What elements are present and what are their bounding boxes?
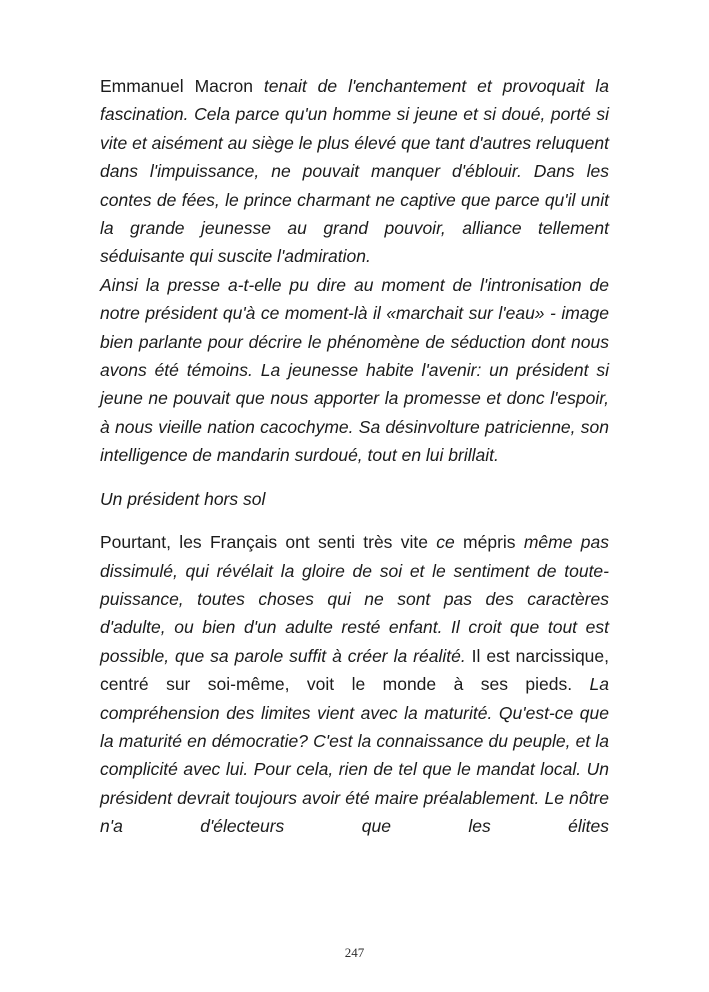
paragraph-1 — [100, 72, 609, 271]
text-segment-bold: mépris — [463, 532, 516, 553]
text-segment-bold-lead: Emmanuel Macron — [100, 76, 264, 96]
text-segment-regular: Pourtant, les Français ont senti très vite — [100, 532, 437, 553]
text-segment-italic: Ainsi la presse a-t-elle pu dire au moment de l'intronisation de notre président qu'à ce moment-là il «marchait sur l'eau» - image bien parlante pour décrire le phénomène de séduction dont nous avons été témoins. La jeunesse habite l'avenir: un président si jeune ne pouvait que nous apporter la promesse et donc l'espoir, à nous vieille nation cacochyme. Sa désinvolture patricienne, son intelligence de mandarin surdoué, tout en lui brillait. — [100, 274, 609, 466]
section-heading: Un président hors sol — [100, 488, 266, 509]
page-number: 247 — [344, 945, 365, 960]
text-segment-regular: Il est narcissique, centré sur soi-même, voit le monde à ses pieds. — [100, 645, 610, 695]
text-segment-italic: La compréhension des limites vient avec la maturité. Qu'est-ce que la maturité en démocratie? C'est la connaissance du peuple, et la complicité avec lui. Pour cela, rien de tel que le mandat local. Un président devrait toujours avoir été maire préalablement. Le nôtre n'a d'électeurs que les élites — [100, 674, 609, 837]
text-segment-italic: tenait de l'enchantement et provoquait la fascination. Cela parce qu'un homme si jeune et si doué, porté si vite et aisément au siège le plus élevé que tant d'autres reluquent dans l'impuissance, ne pouvait manquer d'éblouir. Dans les contes de fées, le prince charmant ne captive que parce qu'il unit la grande jeunesse au grand pouvoir, alliance tellement séduisante qui suscite l'admiration. — [100, 76, 609, 267]
text-content — [100, 72, 609, 841]
paragraph-2 — [100, 271, 609, 470]
paragraph-3 — [100, 528, 609, 840]
text-segment-italic: ce — [436, 532, 464, 553]
text-segment-italic: même pas dissimulé, qui révélait la gloire de soi et le sentiment de toute-puissance, toutes choses qui ne sont pas des caractères d'adulte, ou bien d'un adulte resté enfant. Il croit que tout est possible, que sa parole suffit à créer la réalité. — [100, 532, 609, 666]
